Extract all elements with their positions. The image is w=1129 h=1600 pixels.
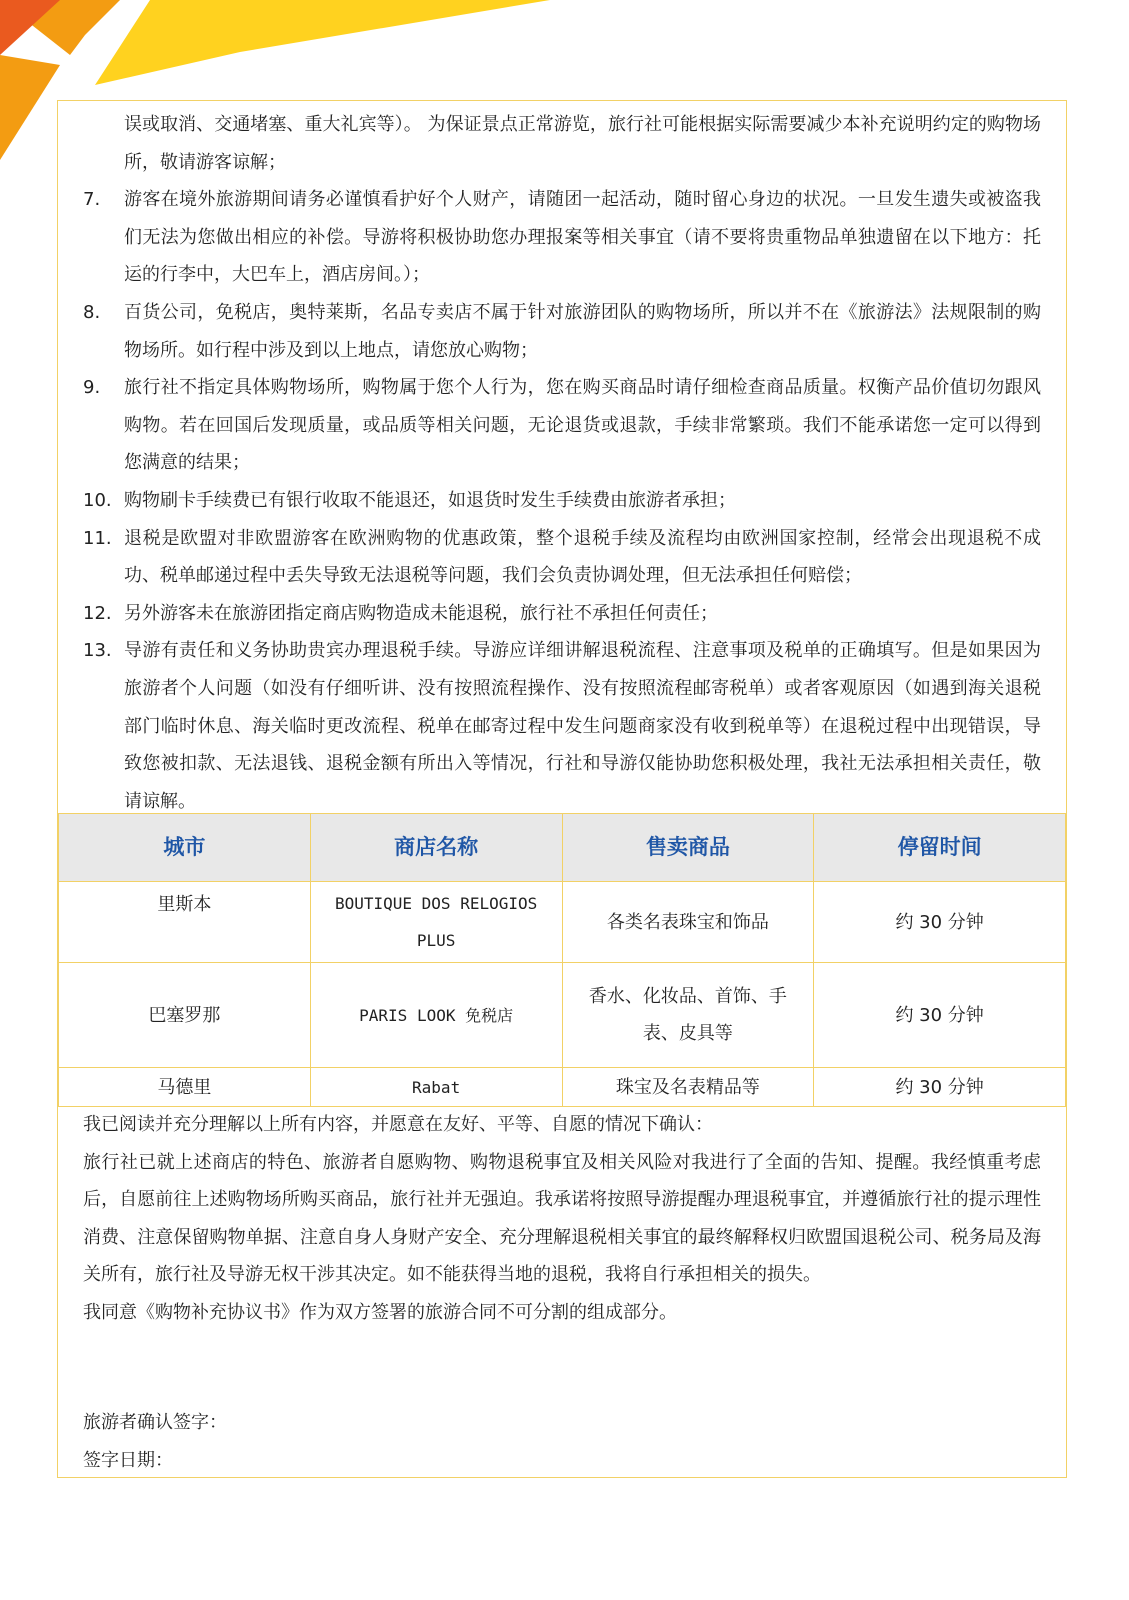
date-label: 签字日期： xyxy=(83,1450,173,1471)
cell-shop: BOUTIQUE DOS RELOGIOS PLUS xyxy=(310,882,562,963)
list-item xyxy=(58,632,1066,820)
list-text: 购物刷卡手续费已有银行收取不能退还，如退货时发生手续费由旅游者承担； xyxy=(124,489,736,511)
table-header-row xyxy=(59,814,1066,882)
cell-shop: PARIS LOOK 免税店 xyxy=(310,963,562,1068)
orange-wedge xyxy=(0,55,60,160)
list-number: 13. xyxy=(83,640,112,662)
cell-city: 里斯本 xyxy=(59,882,311,963)
header-goods: 售卖商品 xyxy=(562,814,814,882)
cell-time: 约 30 分钟 xyxy=(814,963,1066,1068)
confirm-intro: 我已阅读并充分理解以上所有内容，并愿意在友好、平等、自愿的情况下确认： xyxy=(83,1114,713,1135)
list-text: 另外游客未在旅游团指定商店购物造成未能退税，旅行社不承担任何责任； xyxy=(124,602,718,624)
cell-time: 约 30 分钟 xyxy=(814,1068,1066,1107)
table-row xyxy=(59,882,1066,963)
list-item xyxy=(58,181,1066,294)
confirm-agree: 我同意《购物补充协议书》作为双方签署的旅游合同不可分割的组成部分。 xyxy=(83,1301,677,1323)
cell-shop: Rabat xyxy=(310,1068,562,1107)
list-text: 游客在境外旅游期间请务必谨慎看护好个人财产，请随团一起活动，随时留心身边的状况。一旦发生遗失或被盗我们无法为您做出相应的补偿。导游将积极协助您办理报案等相关事宜（请不要将贵重物品单独遗留在以下地方：托运的行李中，大巴车上，酒店房间。）； xyxy=(124,189,1041,286)
list-item xyxy=(58,369,1066,482)
cell-time: 约 30 分钟 xyxy=(814,882,1066,963)
header-city: 城市 xyxy=(59,814,311,882)
table-row xyxy=(59,963,1066,1068)
cell-goods: 各类名表珠宝和饰品 xyxy=(562,882,814,963)
header-time: 停留时间 xyxy=(814,814,1066,882)
list-item xyxy=(58,520,1066,595)
shop-table xyxy=(58,813,1066,1107)
table-row xyxy=(59,1068,1066,1107)
confirmation-section xyxy=(83,1106,1041,1332)
list-item xyxy=(58,595,1066,633)
yellow-ribbon xyxy=(95,0,550,85)
list-number: 12. xyxy=(83,602,112,624)
list-number: 7. xyxy=(83,189,101,211)
list-number: 8. xyxy=(83,301,101,323)
cell-goods: 珠宝及名表精品等 xyxy=(562,1068,814,1107)
list-number: 11. xyxy=(83,527,112,549)
cell-city: 巴塞罗那 xyxy=(59,963,311,1068)
list-text: 百货公司，免税店，奥特莱斯，名品专卖店不属于针对旅游团队的购物场所，所以并不在《旅游法》法规限制的购物场所。如行程中涉及到以上地点，请您放心购物； xyxy=(124,301,1041,361)
cell-city: 马德里 xyxy=(59,1068,311,1107)
list-number: 10. xyxy=(83,489,112,511)
list-text: 旅行社不指定具体购物场所，购物属于您个人行为，您在购买商品时请仔细检查商品质量。权衡产品价值切勿跟风购物。若在回国后发现质量，或品质等相关问题，无论退货或退款，手续非常繁琐。我们不能承诺您一定可以得到您满意的结果； xyxy=(124,377,1041,474)
cell-goods: 香水、化妆品、首饰、手表、皮具等 xyxy=(562,963,814,1068)
list-text: 误或取消、交通堵塞、重大礼宾等）。 为保证景点正常游览，旅行社可能根据实际需要减少本补充说明约定的购物场所，敬请游客谅解； xyxy=(124,114,1041,173)
confirm-body: 旅行社已就上述商店的特色、旅游者自愿购物、购物退税事宜及相关风险对我进行了全面的告知、提醒。我经慎重考虑后，自愿前往上述购物场所购买商品，旅行社并无强迫。我承诺将按照导游提醒办理退税事宜，并遵循旅行社的提示理性消费、注意保留购物单据、注意自身人身财产安全、充分理解退税相关事宜的最终解释权归欧盟国退税公司、税务局及海关所有，旅行社及导游无权干涉其决定。如不能获得当地的退税，我将自行承担相关的损失。 xyxy=(83,1151,1041,1286)
header-shop: 商店名称 xyxy=(310,814,562,882)
list-item xyxy=(58,106,1066,181)
list-item xyxy=(58,294,1066,369)
list-item xyxy=(58,482,1066,520)
list-text: 导游有责任和义务协助贵宾办理退税手续。导游应详细讲解退税流程、注意事项及税单的正确填写。但是如果因为旅游者个人问题（如没有仔细听讲、没有按照流程操作、没有按照流程邮寄税单）或者客观原因（如遇到海关退税部门临时休息、海关临时更改流程、税单在邮寄过程中发生问题商家没有收到税单等）在退税过程中出现错误，导致您被扣款、无法退钱、退税金额有所出入等情况，行社和导游仅能协助您积极处理，我社无法承担相关责任，敬请谅解。 xyxy=(124,640,1041,812)
list-text: 退税是欧盟对非欧盟游客在欧洲购物的优惠政策，整个退税手续及流程均由欧洲国家控制，经常会出现退税不成功、税单邮递过程中丢失导致无法退税等问题，我们会负责协调处理，但无法承担任何赔偿； xyxy=(124,527,1041,587)
notice-list xyxy=(58,106,1066,820)
signature-label: 旅游者确认签字： xyxy=(83,1412,227,1433)
list-number: 9. xyxy=(83,377,101,399)
agreement-frame xyxy=(57,100,1067,1478)
